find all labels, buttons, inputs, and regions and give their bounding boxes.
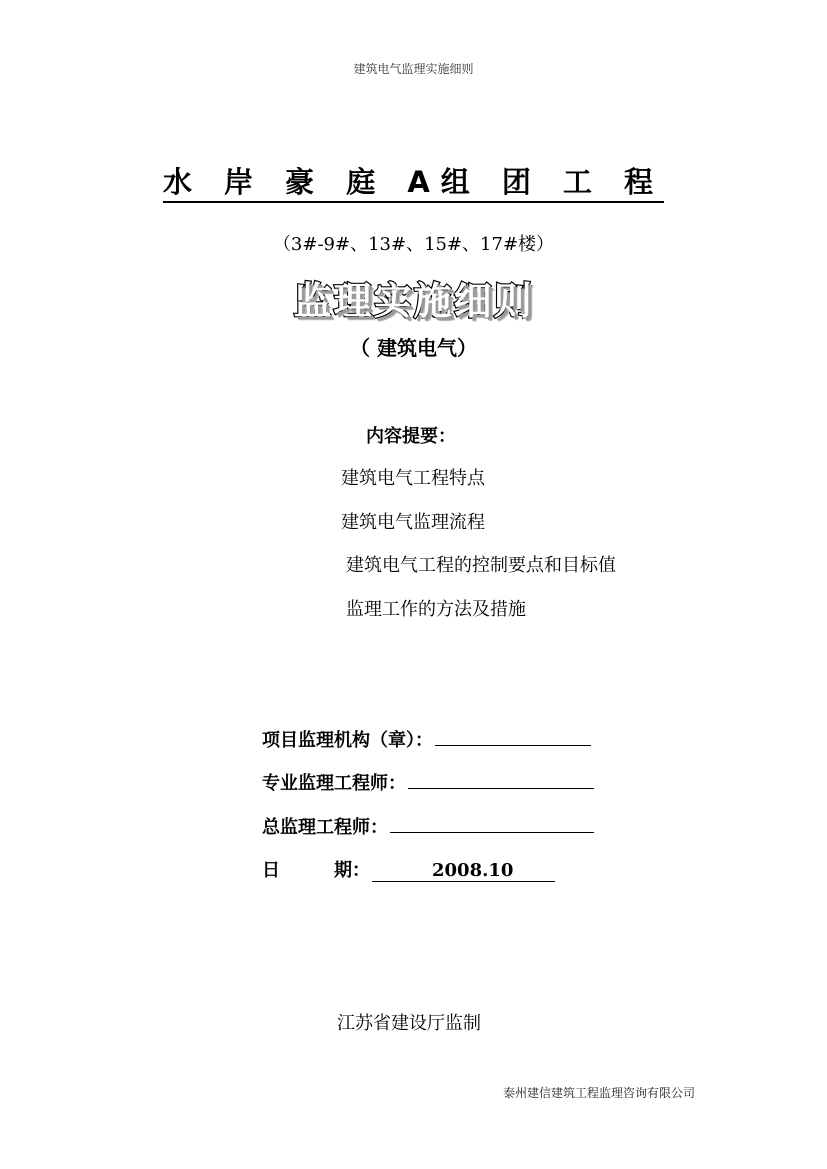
buildings-subtitle: （3#-9#、13#、15#、17#楼） — [272, 234, 555, 255]
running-header: 建筑电气监理实施细则 — [353, 62, 474, 76]
date-label: 日 期： — [262, 860, 370, 881]
date-field — [262, 856, 555, 882]
engineer-blank[interactable] — [408, 770, 594, 789]
chief-label: 总监理工程师： — [262, 817, 388, 838]
company-name: 泰州建信建筑工程监理咨询有限公司 — [503, 1086, 696, 1100]
document-title: 监理实施细则 — [293, 279, 534, 323]
project-title-block — [0, 164, 827, 203]
org-blank[interactable] — [435, 727, 591, 746]
summary-item: 监理工作的方法及措施 — [346, 599, 526, 620]
summary-item: 建筑电气监理流程 — [341, 512, 485, 533]
project-title: 水 岸 豪 庭 A组 团 工 程 — [163, 164, 664, 203]
summary-heading: 内容提要： — [366, 426, 456, 447]
summary-item: 建筑电气工程的控制要点和目标值 — [346, 555, 616, 576]
chief-blank[interactable] — [390, 814, 594, 833]
date-value: 2008.10 — [372, 860, 555, 882]
issuer-label: 江苏省建设厅监制 — [337, 1013, 481, 1034]
org-field — [262, 726, 591, 752]
engineer-field — [262, 769, 594, 795]
summary-item: 建筑电气工程特点 — [341, 468, 485, 489]
discipline-label: （ 建筑电气） — [350, 336, 477, 360]
org-label: 项目监理机构（章）： — [262, 730, 433, 751]
engineer-label: 专业监理工程师： — [262, 773, 406, 794]
chief-field — [262, 813, 594, 839]
